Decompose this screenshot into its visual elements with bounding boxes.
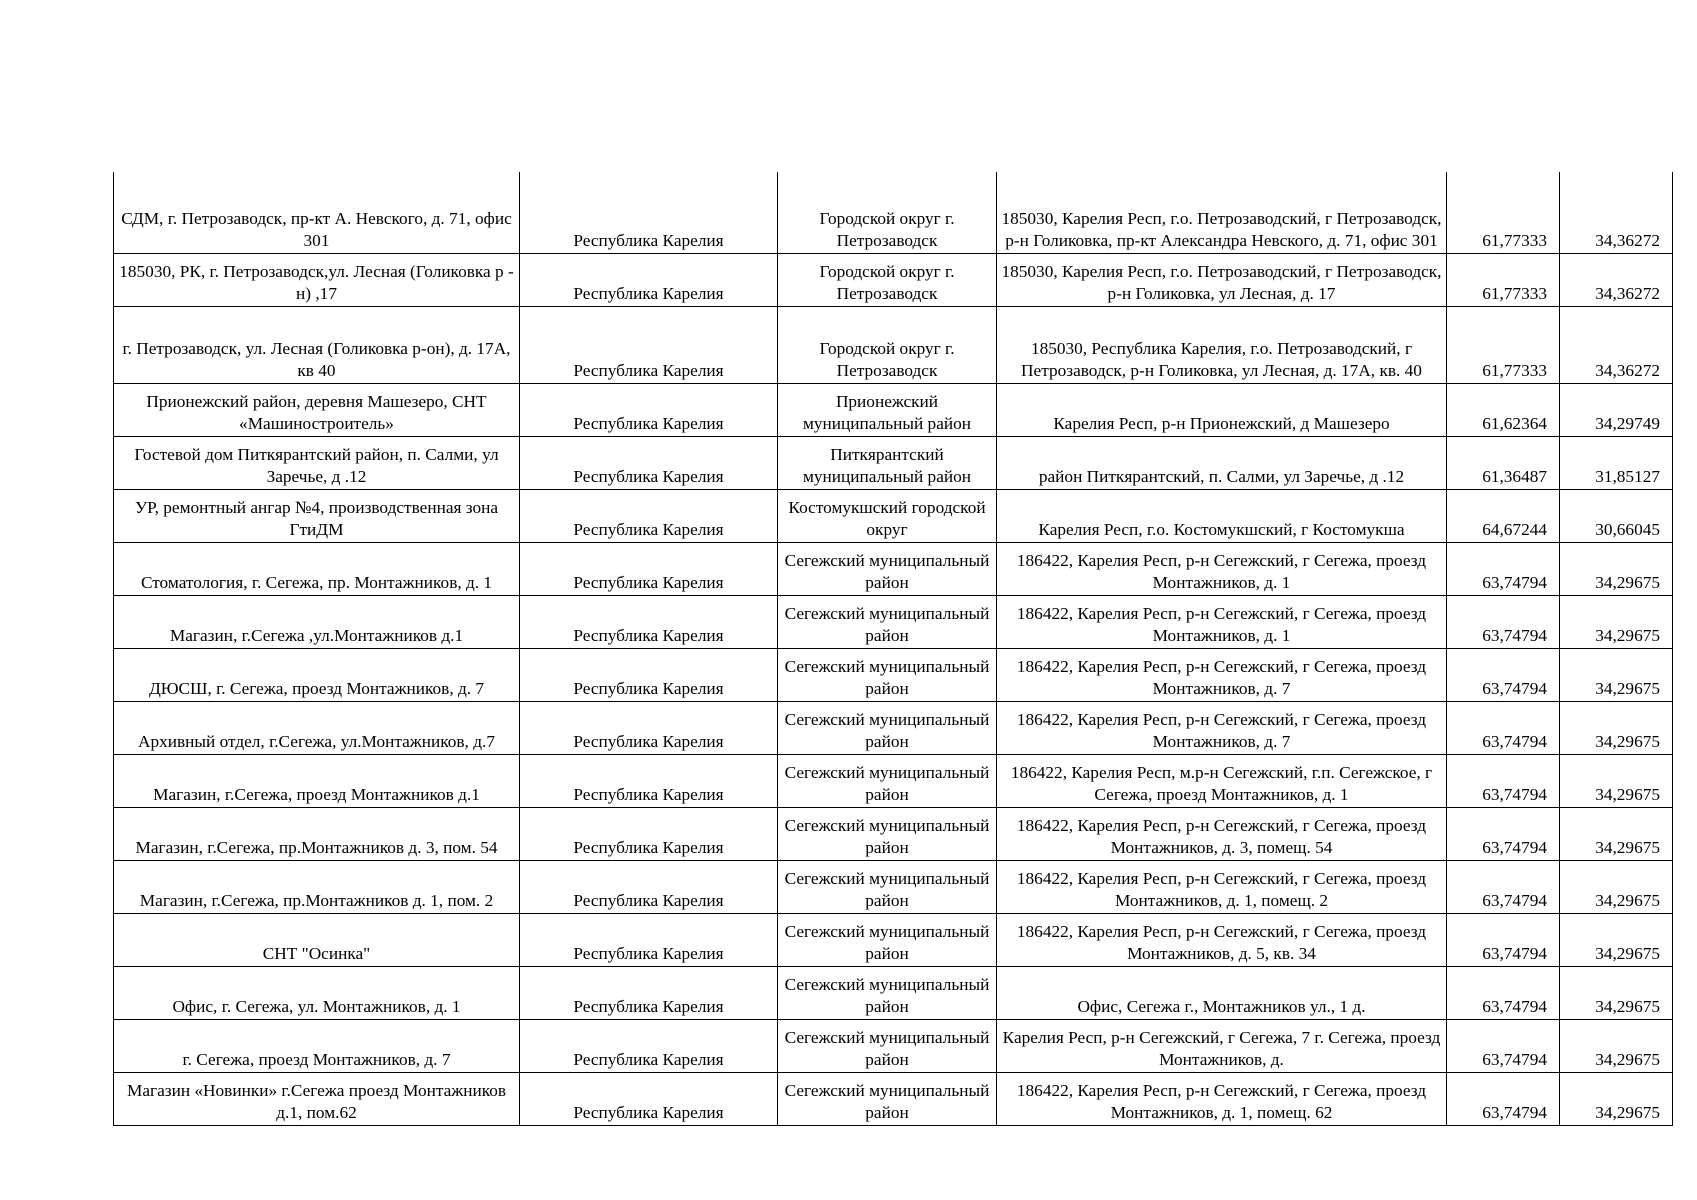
object-name-cell: СДМ, г. Петрозаводск, пр-кт А. Невского, д. 71, офис 301: [114, 172, 520, 253]
region-cell: Республика Карелия: [520, 754, 778, 807]
table-row: [114, 860, 1673, 913]
region-cell: Республика Карелия: [520, 1019, 778, 1072]
longitude-cell: 34,29675: [1560, 701, 1673, 754]
longitude-cell: 34,29675: [1560, 807, 1673, 860]
address-cell: 186422, Карелия Респ, р-н Сегежский, г Сегежа, проезд Монтажников, д. 1: [997, 542, 1447, 595]
district-cell: Сегежский муниципальный район: [778, 648, 997, 701]
latitude-cell: 63,74794: [1447, 542, 1560, 595]
region-cell: Республика Карелия: [520, 172, 778, 253]
table-row: [114, 306, 1673, 383]
address-table: [113, 172, 1673, 1126]
table-row: [114, 754, 1673, 807]
address-cell: 186422, Карелия Респ, р-н Сегежский, г Сегежа, проезд Монтажников, д. 1: [997, 595, 1447, 648]
region-cell: Республика Карелия: [520, 595, 778, 648]
latitude-cell: 63,74794: [1447, 860, 1560, 913]
longitude-cell: 34,29749: [1560, 383, 1673, 436]
object-name-cell: Магазин, г.Сегежа, пр.Монтажников д. 3, пом. 54: [114, 807, 520, 860]
district-cell: Сегежский муниципальный район: [778, 1072, 997, 1125]
object-name-cell: Офис, г. Сегежа, ул. Монтажников, д. 1: [114, 966, 520, 1019]
latitude-cell: 63,74794: [1447, 807, 1560, 860]
longitude-cell: 30,66045: [1560, 489, 1673, 542]
longitude-cell: 34,29675: [1560, 966, 1673, 1019]
latitude-cell: 61,62364: [1447, 383, 1560, 436]
address-cell: Карелия Респ, р-н Сегежский, г Сегежа, 7 г. Сегежа, проезд Монтажников, д.: [997, 1019, 1447, 1072]
table-row: [114, 542, 1673, 595]
object-name-cell: УР, ремонтный ангар №4, производственная зона ГтиДМ: [114, 489, 520, 542]
region-cell: Республика Карелия: [520, 306, 778, 383]
district-cell: Городской округ г. Петрозаводск: [778, 172, 997, 253]
district-cell: Сегежский муниципальный район: [778, 1019, 997, 1072]
address-cell: 186422, Карелия Респ, р-н Сегежский, г Сегежа, проезд Монтажников, д. 3, помещ. 54: [997, 807, 1447, 860]
table-row: [114, 253, 1673, 306]
address-cell: 186422, Карелия Респ, р-н Сегежский, г Сегежа, проезд Монтажников, д. 1, помещ. 62: [997, 1072, 1447, 1125]
district-cell: Сегежский муниципальный район: [778, 913, 997, 966]
table-row: [114, 1019, 1673, 1072]
district-cell: Сегежский муниципальный район: [778, 807, 997, 860]
longitude-cell: 31,85127: [1560, 436, 1673, 489]
address-cell: Карелия Респ, г.о. Костомукшский, г Костомукша: [997, 489, 1447, 542]
region-cell: Республика Карелия: [520, 701, 778, 754]
table-row: [114, 595, 1673, 648]
latitude-cell: 63,74794: [1447, 1019, 1560, 1072]
address-cell: 186422, Карелия Респ, р-н Сегежский, г Сегежа, проезд Монтажников, д. 1, помещ. 2: [997, 860, 1447, 913]
region-cell: Республика Карелия: [520, 489, 778, 542]
object-name-cell: Стоматология, г. Сегежа, пр. Монтажников, д. 1: [114, 542, 520, 595]
latitude-cell: 61,77333: [1447, 253, 1560, 306]
object-name-cell: Магазин, г.Сегежа, пр.Монтажников д. 1, пом. 2: [114, 860, 520, 913]
region-cell: Республика Карелия: [520, 1072, 778, 1125]
longitude-cell: 34,29675: [1560, 648, 1673, 701]
latitude-cell: 63,74794: [1447, 648, 1560, 701]
table-row: [114, 1072, 1673, 1125]
address-cell: Офис, Сегежа г., Монтажников ул., 1 д.: [997, 966, 1447, 1019]
table-row: [114, 807, 1673, 860]
latitude-cell: 63,74794: [1447, 595, 1560, 648]
latitude-cell: 61,77333: [1447, 172, 1560, 253]
district-cell: Сегежский муниципальный район: [778, 754, 997, 807]
district-cell: Городской округ г. Петрозаводск: [778, 306, 997, 383]
object-name-cell: Магазин, г.Сегежа ,ул.Монтажников д.1: [114, 595, 520, 648]
address-cell: 185030, Республика Карелия, г.о. Петрозаводский, г Петрозаводск, р-н Голиковка, ул Лесная, д. 17А, кв. 40: [997, 306, 1447, 383]
longitude-cell: 34,29675: [1560, 595, 1673, 648]
region-cell: Республика Карелия: [520, 966, 778, 1019]
object-name-cell: Магазин «Новинки» г.Сегежа проезд Монтажников д.1, пом.62: [114, 1072, 520, 1125]
longitude-cell: 34,36272: [1560, 172, 1673, 253]
latitude-cell: 63,74794: [1447, 701, 1560, 754]
address-cell: 186422, Карелия Респ, р-н Сегежский, г Сегежа, проезд Монтажников, д. 5, кв. 34: [997, 913, 1447, 966]
table-row: [114, 383, 1673, 436]
object-name-cell: СНТ "Осинка": [114, 913, 520, 966]
district-cell: Сегежский муниципальный район: [778, 542, 997, 595]
object-name-cell: Магазин, г.Сегежа, проезд Монтажников д.1: [114, 754, 520, 807]
table-row: [114, 701, 1673, 754]
latitude-cell: 64,67244: [1447, 489, 1560, 542]
district-cell: Питкярантский муниципальный район: [778, 436, 997, 489]
region-cell: Республика Карелия: [520, 383, 778, 436]
region-cell: Республика Карелия: [520, 807, 778, 860]
longitude-cell: 34,29675: [1560, 913, 1673, 966]
table-row: [114, 913, 1673, 966]
district-cell: Сегежский муниципальный район: [778, 860, 997, 913]
latitude-cell: 61,36487: [1447, 436, 1560, 489]
longitude-cell: 34,29675: [1560, 754, 1673, 807]
table-row: [114, 489, 1673, 542]
latitude-cell: 61,77333: [1447, 306, 1560, 383]
region-cell: Республика Карелия: [520, 542, 778, 595]
longitude-cell: 34,29675: [1560, 1019, 1673, 1072]
table-row: [114, 172, 1673, 253]
address-cell: 186422, Карелия Респ, р-н Сегежский, г Сегежа, проезд Монтажников, д. 7: [997, 648, 1447, 701]
district-cell: Сегежский муниципальный район: [778, 595, 997, 648]
longitude-cell: 34,36272: [1560, 253, 1673, 306]
address-cell: Карелия Респ, р-н Прионежский, д Машезеро: [997, 383, 1447, 436]
object-name-cell: г. Петрозаводск, ул. Лесная (Голиковка р-он), д. 17А, кв 40: [114, 306, 520, 383]
object-name-cell: Архивный отдел, г.Сегежа, ул.Монтажников, д.7: [114, 701, 520, 754]
district-cell: Прионежский муниципальный район: [778, 383, 997, 436]
latitude-cell: 63,74794: [1447, 1072, 1560, 1125]
district-cell: Городской округ г. Петрозаводск: [778, 253, 997, 306]
latitude-cell: 63,74794: [1447, 966, 1560, 1019]
region-cell: Республика Карелия: [520, 648, 778, 701]
address-cell: 185030, Карелия Респ, г.о. Петрозаводский, г Петрозаводск, р-н Голиковка, ул Лесная, д. 17: [997, 253, 1447, 306]
longitude-cell: 34,36272: [1560, 306, 1673, 383]
region-cell: Республика Карелия: [520, 913, 778, 966]
region-cell: Республика Карелия: [520, 253, 778, 306]
address-cell: район Питкярантский, п. Салми, ул Заречье, д .12: [997, 436, 1447, 489]
longitude-cell: 34,29675: [1560, 860, 1673, 913]
latitude-cell: 63,74794: [1447, 913, 1560, 966]
latitude-cell: 63,74794: [1447, 754, 1560, 807]
table-row: [114, 648, 1673, 701]
longitude-cell: 34,29675: [1560, 542, 1673, 595]
object-name-cell: Гостевой дом Питкярантский район, п. Салми, ул Заречье, д .12: [114, 436, 520, 489]
object-name-cell: ДЮСШ, г. Сегежа, проезд Монтажников, д. 7: [114, 648, 520, 701]
district-cell: Костомукшский городской округ: [778, 489, 997, 542]
table-body: [114, 172, 1673, 1125]
region-cell: Республика Карелия: [520, 436, 778, 489]
address-cell: 185030, Карелия Респ, г.о. Петрозаводский, г Петрозаводск, р-н Голиковка, пр-кт Александра Невского, д. 71, офис 301: [997, 172, 1447, 253]
district-cell: Сегежский муниципальный район: [778, 966, 997, 1019]
address-cell: 186422, Карелия Респ, р-н Сегежский, г Сегежа, проезд Монтажников, д. 7: [997, 701, 1447, 754]
district-cell: Сегежский муниципальный район: [778, 701, 997, 754]
object-name-cell: г. Сегежа, проезд Монтажников, д. 7: [114, 1019, 520, 1072]
table-row: [114, 966, 1673, 1019]
object-name-cell: 185030, РК, г. Петрозаводск,ул. Лесная (Голиковка р - н) ,17: [114, 253, 520, 306]
longitude-cell: 34,29675: [1560, 1072, 1673, 1125]
object-name-cell: Прионежский район, деревня Машезеро, СНТ «Машиностроитель»: [114, 383, 520, 436]
table-row: [114, 436, 1673, 489]
region-cell: Республика Карелия: [520, 860, 778, 913]
address-cell: 186422, Карелия Респ, м.р-н Сегежский, г.п. Сегежское, г Сегежа, проезд Монтажников, д. 1: [997, 754, 1447, 807]
